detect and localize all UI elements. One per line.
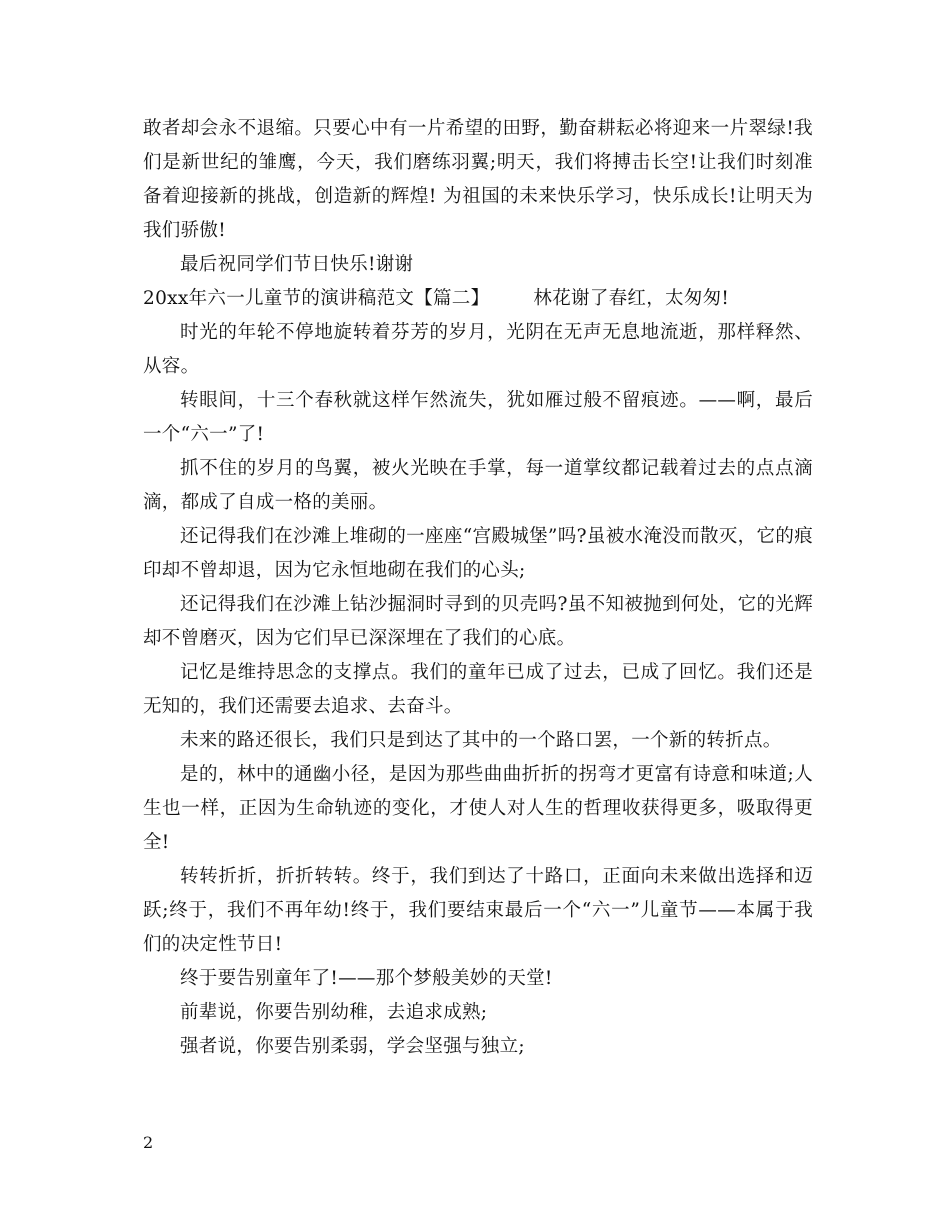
body-paragraph: 抓不住的岁月的鸟翼，被火光映在手掌，每一道掌纹都记载着过去的点点滴滴，都成了自成一格的美丽。 [143,458,813,513]
section-heading [143,282,813,316]
page-number: 2 [143,1133,154,1152]
body-paragraph: 未来的路还很长，我们只是到达了其中的一个路口罢，一个新的转折点。 [180,730,782,751]
body-paragraph: 时光的年轮不停地旋转着芬芳的岁月，光阴在无声无息地流逝，那样释然、从容。 [143,322,813,377]
body-paragraph: 强者说，你要告别柔弱，学会坚强与独立; [180,1036,525,1057]
section-title: 20xx年六一儿童节的演讲稿范文【篇二】 [143,288,490,309]
body-paragraph: 转眼间，十三个春秋就这样乍然流失，犹如雁过般不留痕迹。——啊，最后一个“六一”了! [143,390,813,445]
body-paragraph: 是的，林中的通幽小径，是因为那些曲曲折折的拐弯才更富有诗意和味道;人生也一样，正因为生命轨迹的变化，才使人对人生的哲理收获得更多，吸取得更全! [143,764,813,853]
paragraph-closing: 最后祝同学们节日快乐!谢谢 [180,254,414,275]
body-paragraph: 还记得我们在沙滩上堆砌的一座座“宫殿城堡”吗?虽被水淹没而散灭，它的痕印却不曾却退，因为它永恒地砌在我们的心头; [143,526,813,581]
body-paragraph: 转转折折，折折转转。终于，我们到达了十路口，正面向未来做出选择和迈跃;终于，我们不再年幼!终于，我们要结束最后一个“六一”儿童节——本属于我们的决定性节日! [143,866,813,955]
body-paragraph: 前辈说，你要告别幼稚，去追求成熟; [180,1002,488,1023]
page-content [143,112,813,1064]
paragraph-intro: 敢者却会永不退缩。只要心中有一片希望的田野，勤奋耕耘必将迎来一片翠绿!我们是新世纪的雏鹰，今天，我们磨练羽翼;明天，我们将搏击长空!让我们时刻准备着迎接新的挑战，创造新的辉煌! 为祖国的未来快乐学习，快乐成长!让明天为我们骄傲! [143,118,813,241]
body-paragraph: 终于要告别童年了!——那个梦般美妙的天堂! [180,968,553,989]
body-paragraph: 记忆是维持思念的支撑点。我们的童年已成了过去，已成了回忆。我们还是无知的，我们还需要去追求、去奋斗。 [143,662,813,717]
body-paragraph: 还记得我们在沙滩上钻沙掘洞时寻到的贝壳吗?虽不知被抛到何处，它的光辉却不曾磨灭，因为它们早已深深埋在了我们的心底。 [143,594,813,649]
section-subtitle: 林花谢了春红，太匆匆! [533,288,730,309]
